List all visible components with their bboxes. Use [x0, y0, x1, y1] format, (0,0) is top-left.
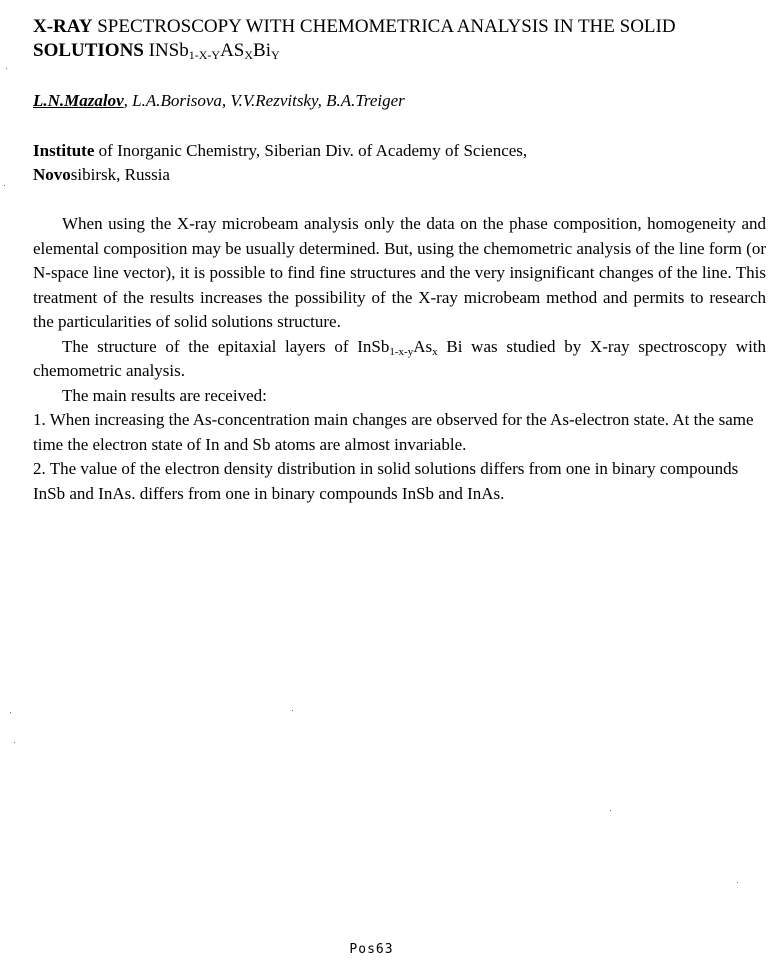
- co-authors: , L.A.Borisova, V.V.Rezvitsky, B.A.Treiger: [123, 91, 405, 110]
- title-bold-word-2: SOLUTIONS: [33, 40, 144, 61]
- affiliation-line2-bold: Novo: [33, 165, 71, 184]
- title-formula-sub2: X: [244, 48, 254, 62]
- title-formula-as: AS: [220, 40, 245, 61]
- affiliation-line1: of Inorganic Chemistry, Siberian Div. of Academy of Sciences,: [94, 141, 528, 160]
- affiliation: [33, 139, 527, 187]
- affiliation-line1-bold: Institute: [33, 141, 95, 160]
- result-item-1: 1. When increasing the As-concentration main changes are observed for the As-electron state. At the same time the electron state of In and Sb atoms are almost invariable.: [33, 410, 754, 454]
- p2-sub1: 1-x-y: [389, 345, 414, 358]
- p2-text-before: The structure of the epitaxial layers of InSb: [62, 336, 390, 356]
- p2-as: As: [413, 336, 433, 356]
- scan-speck: [14, 742, 15, 743]
- abstract-paragraph-1: When using the X-ray microbeam analysis only the data on the phase composition, homogeneity and elemental composition may be usually determined. But, using the chemometric analysis of the line form (or N-space line vector), it is possible to find fine structures and the very insignificant changes of the line. This treatment of the results increases the possibility of the X-ray microbeam method and permits to research the particularities of solid solutions structure.: [33, 214, 766, 331]
- author-list: [33, 90, 405, 112]
- scan-speck: [4, 185, 5, 186]
- scan-speck: [292, 710, 293, 711]
- scan-speck: [10, 712, 11, 713]
- scan-speck: [737, 882, 738, 883]
- page-code: Pos63: [349, 942, 394, 957]
- title-formula-bi: Bi: [253, 40, 271, 61]
- scan-speck: [6, 68, 7, 69]
- p2-sub2: x: [432, 345, 438, 358]
- title-formula-sub1: 1-X-Y: [188, 48, 221, 62]
- paper-title: [33, 15, 763, 63]
- result-item-2: 2. The value of the electron density distribution in solid solutions differs from one in binary compounds InSb and InAs. differs from one in binary compounds InSb and InAs.: [33, 459, 739, 503]
- scan-speck: [610, 810, 611, 811]
- p2-text-after: Bi was studied by X-ray spectroscopy with chemometric analysis.: [33, 336, 767, 380]
- abstract-body: [33, 212, 766, 506]
- title-bold-word: X-RAY: [33, 16, 93, 37]
- abstract-paragraph-3: The main results are received:: [62, 385, 267, 405]
- title-formula: INSb: [148, 40, 189, 61]
- title-line1: SPECTROSCOPY WITH CHEMOMETRICA ANALYSIS IN THE SOLID: [97, 16, 676, 37]
- title-formula-sub3: Y: [271, 48, 280, 62]
- abstract-paragraph-2: [33, 335, 766, 384]
- lead-author: L.N.Mazalov: [33, 91, 124, 110]
- affiliation-line2: sibirsk, Russia: [70, 165, 170, 184]
